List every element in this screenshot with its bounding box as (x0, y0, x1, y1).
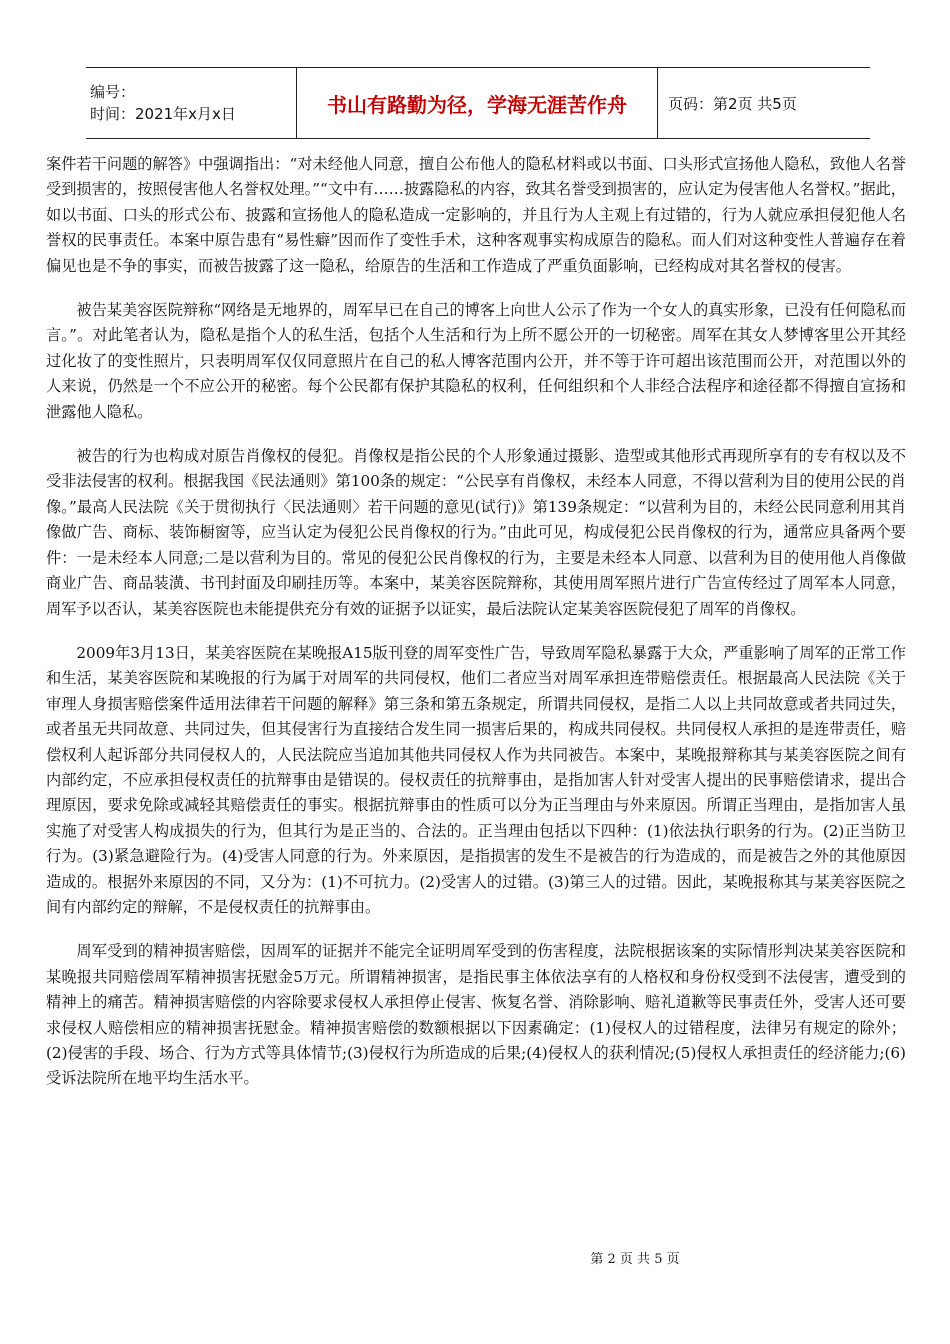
header-motto: 书山有路勤为径，学海无涯苦作舟 (327, 92, 627, 117)
header-page-number: 页码：第2页 共5页 (668, 94, 797, 113)
header-page-cell (658, 68, 870, 138)
page-footer: 第 2 页 共 5 页 (590, 1252, 680, 1267)
page-header (86, 67, 870, 139)
paragraph-1: 案件若干问题的解答》中强调指出：“对未经他人同意，擅自公布他人的隐私材料或以书面、口头形式宣扬他人隐私，致他人名誉受到损害的，按照侵害他人名誉权处理。”“文中有……披露隐私的内容，致其名誉受到损害的，应认定为侵害他人名誉权。”据此，如以书面、口头的形式公布、披露和宣扬他人的隐私造成一定影响的，并且行为人主观上有过错的，行为人就应承担侵犯他人名誉权的民事责任。本案中原告患有“易性癖”因而作了变性手术，这种客观事实构成原告的隐私。而人们对这种变性人普遍存在着偏见也是不争的事实，而被告披露了这一隐私，给原告的生活和工作造成了严重负面影响，已经构成对其名誉权的侵害。 (46, 155, 906, 275)
document-number-label: 编号： (90, 83, 136, 101)
paragraph-3: 被告的行为也构成对原告肖像权的侵犯。肖像权是指公民的个人形象通过摄影、造型或其他形式再现所享有的专有权以及不受非法侵害的权利。根据我国《民法通则》第100条的规定：“公民享有肖像权，未经本人同意，不得以营利为目的使用公民的肖像。”最高人民法院《关于贯彻执行〈民法通则〉若干问题的意见(试行)》第139条规定：“以营利为目的，未经公民同意利用其肖像做广告、商标、装饰橱窗等，应当认定为侵犯公民肖像权的行为。”由此可见，构成侵犯公民肖像权的行为，通常应具备两个要件：一是未经本人同意;二是以营利为目的。常见的侵犯公民肖像权的行为，主要是未经本人同意、以营利为目的使用他人肖像做商业广告、商品装潢、书刊封面及印刷挂历等。本案中，某美容医院辩称，其使用周军照片进行广告宣传经过了周军本人同意，周军予以否认，某美容医院也未能提供充分有效的证据予以证实，最后法院认定某美容医院侵犯了周军的肖像权。 (46, 447, 906, 618)
paragraph-5: 周军受到的精神损害赔偿，因周军的证据并不能完全证明周军受到的伤害程度，法院根据该案的实际情形判决某美容医院和某晚报共同赔偿周军精神损害抚慰金5万元。所谓精神损害，是指民事主体依法享有的人格权和身份权受到不法侵害，遭受到的精神上的痛苦。精神损害赔偿的内容除要求侵权人承担停止侵害、恢复名誉、消除影响、赔礼道歉等民事责任外，受害人还可要求侵权人赔偿相应的精神损害抚慰金。精神损害赔偿的数额根据以下因素确定：(1)侵权人的过错程度，法律另有规定的除外；(2)侵害的手段、场合、行为方式等具体情节;(3)侵权行为所造成的后果;(4)侵权人的获利情况;(5)侵权人承担责任的经济能力;(6)受诉法院所在地平均生活水平。 (46, 942, 906, 1088)
document-date-label: 时间：2021年x月x日 (90, 105, 236, 123)
paragraph-4: 2009年3月13日，某美容医院在某晚报A15版刊登的周军变性广告，导致周军隐私暴露于大众，严重影响了周军的正常工作和生活，某美容医院和某晚报的行为属于对周军的共同侵权，他们二者应当对周军承担连带赔偿责任。根据最高人民法院《关于审理人身损害赔偿案件适用法律若干问题的解释》第三条和第五条规定，所谓共同侵权，是指二人以上共同故意或者共同过失，或者虽无共同故意、共同过失，但其侵害行为直接结合发生同一损害后果的，构成共同侵权。共同侵权人承担的是连带责任，赔偿权利人起诉部分共同侵权人的，人民法院应当追加其他共同侵权人作为共同被告。本案中，某晚报辩称其与某美容医院之间有内部约定，不应承担侵权责任的抗辩事由是错误的。侵权责任的抗辩事由，是指加害人针对受害人提出的民事赔偿请求，提出合理原因，要求免除或减轻其赔偿责任的事实。根据抗辩事由的性质可以分为正当理由与外来原因。所谓正当理由，是指加害人虽实施了对受害人构成损失的行为，但其行为是正当的、合法的。正当理由包括以下四种：(1)依法执行职务的行为。(2)正当防卫行为。(3)紧急避险行为。(4)受害人同意的行为。外来原因，是指损害的发生不是被告的行为造成的，而是被告之外的其他原因造成的。根据外来原因的不同，又分为：(1)不可抗力。(2)受害人的过错。(3)第三人的过错。因此，某晚报称其与某美容医院之间有内部约定的辩解，不是侵权责任的抗辩事由。 (46, 643, 906, 916)
header-motto-cell (296, 68, 658, 138)
document-body (46, 152, 906, 1111)
paragraph-2: 被告某美容医院辩称“网络是无地界的，周军早已在自己的博客上向世人公示了作为一个女人的真实形象，已没有任何隐私而言。”。对此笔者认为，隐私是指个人的私生活，包括个人生活和行为上所不愿公开的一切秘密。周军在其女人梦博客里公开其经过化妆了的变性照片，只表明周军仅仅同意照片在自己的私人博客范围内公开，并不等于许可超出该范围而公开，对范围以外的人来说，仍然是一个不应公开的秘密。每个公民都有保护其隐私的权利，任何组织和个人非经合法程序和途径都不得擅自宣扬和泄露他人隐私。 (46, 301, 906, 421)
header-left-cell (86, 68, 296, 138)
